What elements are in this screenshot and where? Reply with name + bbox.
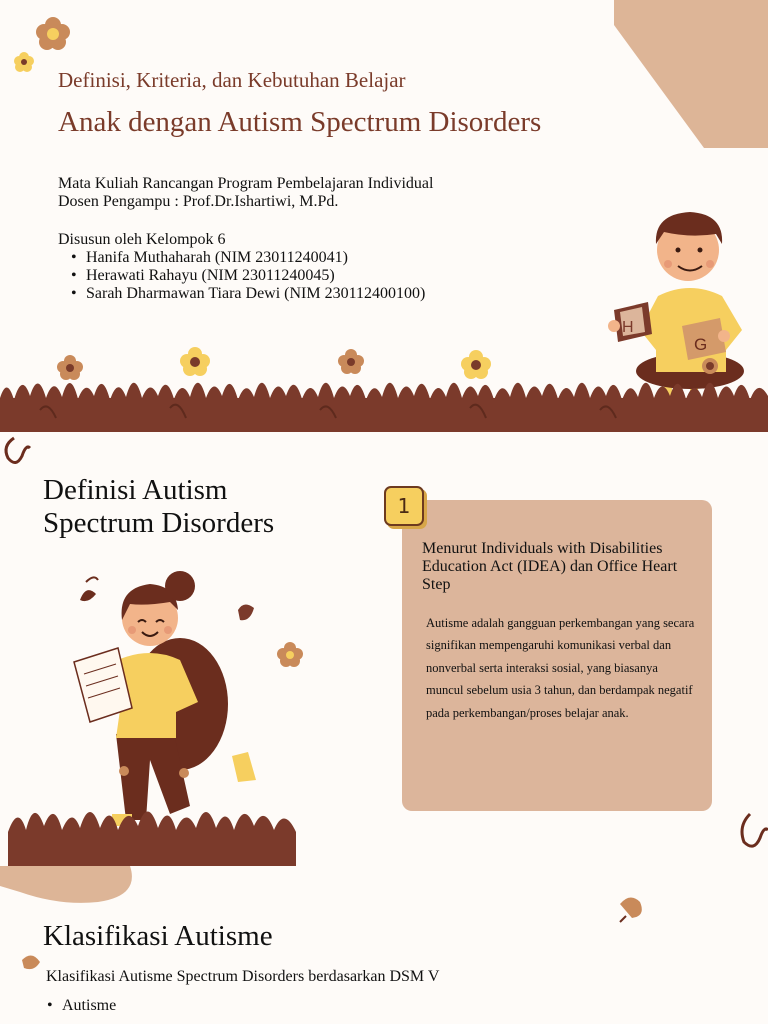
definition-title-line: Spectrum Disorders	[43, 507, 275, 539]
definition-title-line: Definisi Autism	[43, 474, 228, 506]
leaf-icon	[80, 577, 98, 601]
definition-card	[402, 500, 712, 811]
leaf-icon	[22, 955, 40, 969]
classification-title: Klasifikasi Autisme	[43, 920, 273, 952]
swirl-icon	[6, 438, 30, 463]
slide-1-decoration	[0, 0, 768, 432]
svg-text:H: H	[622, 319, 634, 336]
group-info	[58, 231, 425, 303]
definition-title	[43, 474, 274, 540]
flower-icon	[338, 349, 364, 374]
curve-shape	[0, 866, 132, 903]
presentation-title: Anak dengan Autism Spectrum Disorders	[58, 106, 542, 138]
slide-2	[0, 434, 768, 866]
flower-icon	[180, 347, 210, 376]
presentation-subtitle: Definisi, Kriteria, dan Kebutuhan Belajar	[58, 68, 406, 92]
group-label: Disusun oleh Kelompok 6	[58, 231, 226, 248]
flower-icon	[57, 355, 83, 380]
girl-illustration	[74, 571, 256, 826]
leaf-stem	[620, 916, 626, 922]
classification-subtitle: Klasifikasi Autisme Spectrum Disorders berdasarkan DSM V	[46, 968, 440, 985]
leaf-icon	[238, 604, 254, 620]
svg-text:G: G	[694, 335, 708, 354]
boy-illustration	[608, 212, 744, 406]
grass-strip	[0, 383, 768, 432]
flower-icon	[36, 17, 70, 50]
flower-icon	[277, 642, 303, 667]
card-body: Autisme adalah gangguan perkembangan yang secara signifikan mempengaruhi komunikasi verbal dan nonverbal serta interaksi sosial, yang biasanya muncul sebelum usia 3 tahun, dan berdampak negatif pada perkembangan/proses belajar anak.	[426, 616, 695, 720]
course-name: Mata Kuliah Rancangan Program Pembelajaran Individual	[58, 175, 434, 192]
flower-icon	[461, 350, 491, 379]
course-info	[58, 175, 433, 211]
slide-1	[0, 0, 768, 432]
swirl-icon	[742, 814, 768, 846]
list-item: • Autisme	[62, 997, 116, 1015]
list-item: • Hanifa Muthaharah (NIM 23011240041)	[86, 249, 425, 267]
flower-icon	[14, 52, 34, 72]
grass-strip	[8, 811, 296, 866]
list-item: • Herawati Rahayu (NIM 23011240045)	[86, 267, 425, 285]
card-title: Menurut Individuals with Disabilities Education Act (IDEA) dan Office Heart Step	[422, 540, 678, 593]
classification-list	[62, 997, 116, 1015]
number-badge: 1	[384, 486, 424, 526]
corner-shape	[614, 0, 768, 148]
list-item: • Sarah Dharmawan Tiara Dewi (NIM 230112400100)	[86, 285, 425, 303]
slide-3	[0, 866, 768, 1024]
lecturer-name: Dosen Pengampu : Prof.Dr.Ishartiwi, M.Pd.	[58, 193, 339, 210]
member-list	[58, 249, 425, 303]
leaf-icon	[620, 897, 642, 918]
